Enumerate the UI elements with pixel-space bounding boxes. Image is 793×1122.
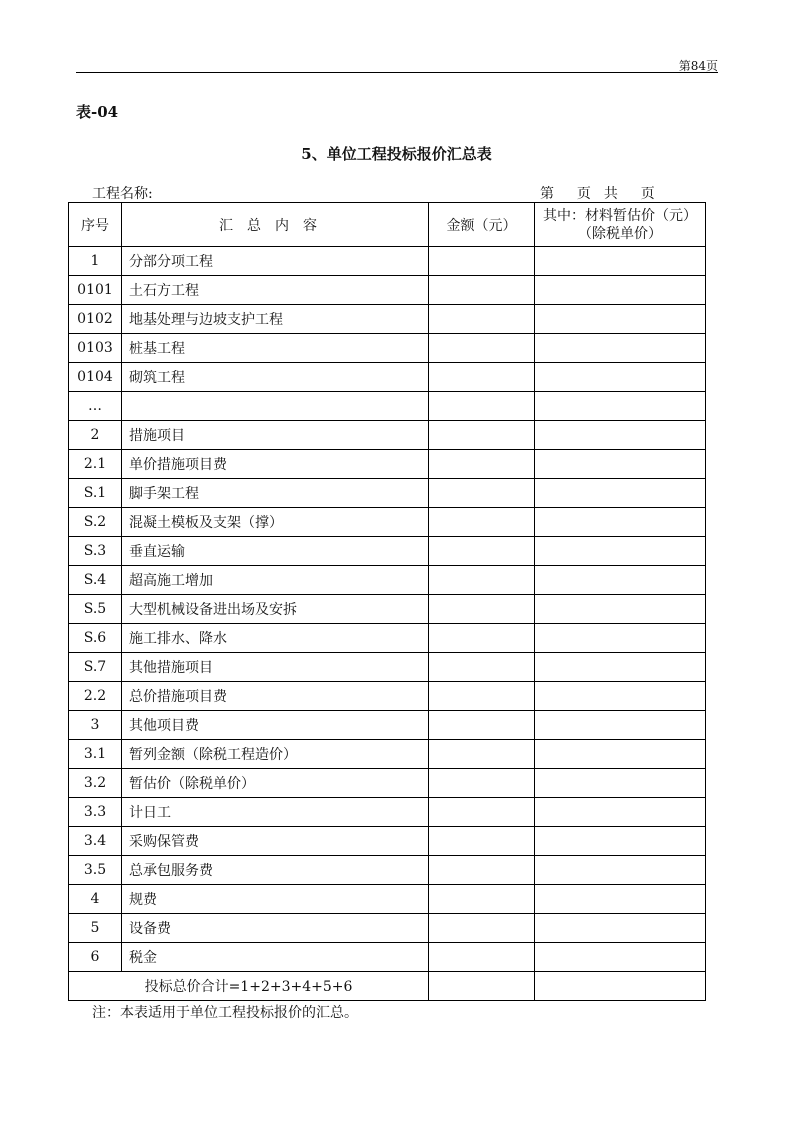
row-seq: 2.1 — [69, 450, 122, 479]
header-rule — [76, 72, 718, 73]
row-content: 措施项目 — [122, 421, 429, 450]
row-seq: 3.4 — [69, 827, 122, 856]
row-amount-cell — [429, 798, 535, 827]
row-amount-cell — [429, 392, 535, 421]
table-code: 表-04 — [76, 103, 119, 121]
row-material-cell — [535, 305, 706, 334]
row-content: 总承包服务费 — [122, 856, 429, 885]
column-header-material-line2: （除税单价） — [578, 225, 662, 242]
row-content: 税金 — [122, 943, 429, 972]
row-material-cell — [535, 943, 706, 972]
table-row — [69, 769, 706, 798]
row-material-cell — [535, 421, 706, 450]
row-content: 脚手架工程 — [122, 479, 429, 508]
table-row — [69, 508, 706, 537]
row-content: 总价措施项目费 — [122, 682, 429, 711]
row-seq: 3.1 — [69, 740, 122, 769]
row-content: 超高施工增加 — [122, 566, 429, 595]
row-seq: 0101 — [69, 276, 122, 305]
table-row — [69, 856, 706, 885]
row-material-cell — [535, 827, 706, 856]
table-row — [69, 334, 706, 363]
table-row — [69, 450, 706, 479]
column-header-material — [535, 203, 706, 247]
row-material-cell — [535, 566, 706, 595]
row-seq: 3.5 — [69, 856, 122, 885]
footnote: 注：本表适用于单位工程投标报价的汇总。 — [92, 1005, 358, 1021]
table-row — [69, 363, 706, 392]
row-amount-cell — [429, 711, 535, 740]
table-row — [69, 682, 706, 711]
row-material-cell — [535, 392, 706, 421]
table-row — [69, 798, 706, 827]
column-header-amount: 金额（元） — [429, 203, 535, 247]
row-content: 分部分项工程 — [122, 247, 429, 276]
row-material-cell — [535, 682, 706, 711]
table-row — [69, 914, 706, 943]
row-amount-cell — [429, 334, 535, 363]
row-amount-cell — [429, 595, 535, 624]
row-content: 计日工 — [122, 798, 429, 827]
row-content: 暂估价（除税单价） — [122, 769, 429, 798]
row-content: 混凝土模板及支架（撑） — [122, 508, 429, 537]
total-amount-cell — [429, 972, 535, 1001]
row-material-cell — [535, 276, 706, 305]
row-material-cell — [535, 711, 706, 740]
row-seq: S.2 — [69, 508, 122, 537]
row-material-cell — [535, 363, 706, 392]
row-amount-cell — [429, 740, 535, 769]
row-material-cell — [535, 247, 706, 276]
row-content — [122, 392, 429, 421]
table-row — [69, 305, 706, 334]
table-row — [69, 247, 706, 276]
row-seq: 0102 — [69, 305, 122, 334]
row-seq: 2 — [69, 421, 122, 450]
row-material-cell — [535, 769, 706, 798]
summary-table-body — [69, 247, 706, 972]
row-seq: 3.2 — [69, 769, 122, 798]
table-row — [69, 537, 706, 566]
row-material-cell — [535, 334, 706, 363]
row-content: 垂直运输 — [122, 537, 429, 566]
row-amount-cell — [429, 624, 535, 653]
row-content: 规费 — [122, 885, 429, 914]
row-seq: S.7 — [69, 653, 122, 682]
table-row — [69, 653, 706, 682]
row-amount-cell — [429, 914, 535, 943]
row-material-cell — [535, 653, 706, 682]
table-row — [69, 624, 706, 653]
row-amount-cell — [429, 566, 535, 595]
row-seq: 5 — [69, 914, 122, 943]
row-material-cell — [535, 450, 706, 479]
row-seq: 2.2 — [69, 682, 122, 711]
row-amount-cell — [429, 363, 535, 392]
document-title: 5、单位工程投标报价汇总表 — [301, 145, 492, 163]
row-seq: S.1 — [69, 479, 122, 508]
row-content: 其他项目费 — [122, 711, 429, 740]
row-amount-cell — [429, 769, 535, 798]
row-seq: S.5 — [69, 595, 122, 624]
row-material-cell — [535, 914, 706, 943]
page-number: 第84页 — [678, 59, 718, 73]
table-header-row — [69, 203, 706, 247]
row-material-cell — [535, 595, 706, 624]
row-amount-cell — [429, 885, 535, 914]
row-amount-cell — [429, 276, 535, 305]
table-row — [69, 276, 706, 305]
column-header-seq: 序号 — [69, 203, 122, 247]
page-of-ye1: 页 — [576, 186, 591, 202]
total-row — [69, 972, 706, 1001]
page-of-indicator — [540, 183, 655, 203]
table-row — [69, 740, 706, 769]
row-seq: 6 — [69, 943, 122, 972]
table-row — [69, 479, 706, 508]
row-content: 土石方工程 — [122, 276, 429, 305]
table-row — [69, 595, 706, 624]
row-amount-cell — [429, 682, 535, 711]
row-content: 设备费 — [122, 914, 429, 943]
table-row — [69, 421, 706, 450]
row-seq: 1 — [69, 247, 122, 276]
row-seq: 0103 — [69, 334, 122, 363]
row-content: 砌筑工程 — [122, 363, 429, 392]
table-row — [69, 392, 706, 421]
row-amount-cell — [429, 247, 535, 276]
row-amount-cell — [429, 856, 535, 885]
table-row — [69, 711, 706, 740]
row-amount-cell — [429, 537, 535, 566]
row-seq: S.3 — [69, 537, 122, 566]
row-seq: 3 — [69, 711, 122, 740]
row-material-cell — [535, 508, 706, 537]
row-seq: 0104 — [69, 363, 122, 392]
table-row — [69, 827, 706, 856]
row-content: 桩基工程 — [122, 334, 429, 363]
row-seq: 3.3 — [69, 798, 122, 827]
row-material-cell — [535, 537, 706, 566]
row-amount-cell — [429, 653, 535, 682]
row-amount-cell — [429, 943, 535, 972]
row-content: 采购保管费 — [122, 827, 429, 856]
row-content: 单价措施项目费 — [122, 450, 429, 479]
row-content: 施工排水、降水 — [122, 624, 429, 653]
row-seq: S.4 — [69, 566, 122, 595]
page-of-gong: 共 — [603, 186, 618, 202]
table-row — [69, 885, 706, 914]
row-material-cell — [535, 856, 706, 885]
row-seq: 4 — [69, 885, 122, 914]
row-amount-cell — [429, 827, 535, 856]
row-content: 暂列金额（除税工程造价） — [122, 740, 429, 769]
row-material-cell — [535, 479, 706, 508]
column-header-material-line1: 其中：材料暂估价（元） — [543, 207, 697, 224]
row-content: 大型机械设备进出场及安拆 — [122, 595, 429, 624]
row-material-cell — [535, 740, 706, 769]
row-seq: … — [69, 392, 122, 421]
row-material-cell — [535, 885, 706, 914]
project-name-label: 工程名称: — [92, 186, 153, 202]
row-amount-cell — [429, 305, 535, 334]
summary-table — [68, 202, 706, 1001]
row-amount-cell — [429, 479, 535, 508]
total-label: 投标总价合计=1+2+3+4+5+6 — [69, 972, 429, 1001]
row-seq: S.6 — [69, 624, 122, 653]
total-material-cell — [535, 972, 706, 1001]
table-row — [69, 566, 706, 595]
row-amount-cell — [429, 450, 535, 479]
row-amount-cell — [429, 508, 535, 537]
column-header-content: 汇总内容 — [122, 203, 429, 247]
table-row — [69, 943, 706, 972]
row-material-cell — [535, 798, 706, 827]
row-content: 地基处理与边坡支护工程 — [122, 305, 429, 334]
page-of-ye2: 页 — [640, 186, 655, 202]
row-amount-cell — [429, 421, 535, 450]
row-content: 其他措施项目 — [122, 653, 429, 682]
page-of-di: 第 — [540, 186, 554, 202]
row-material-cell — [535, 624, 706, 653]
